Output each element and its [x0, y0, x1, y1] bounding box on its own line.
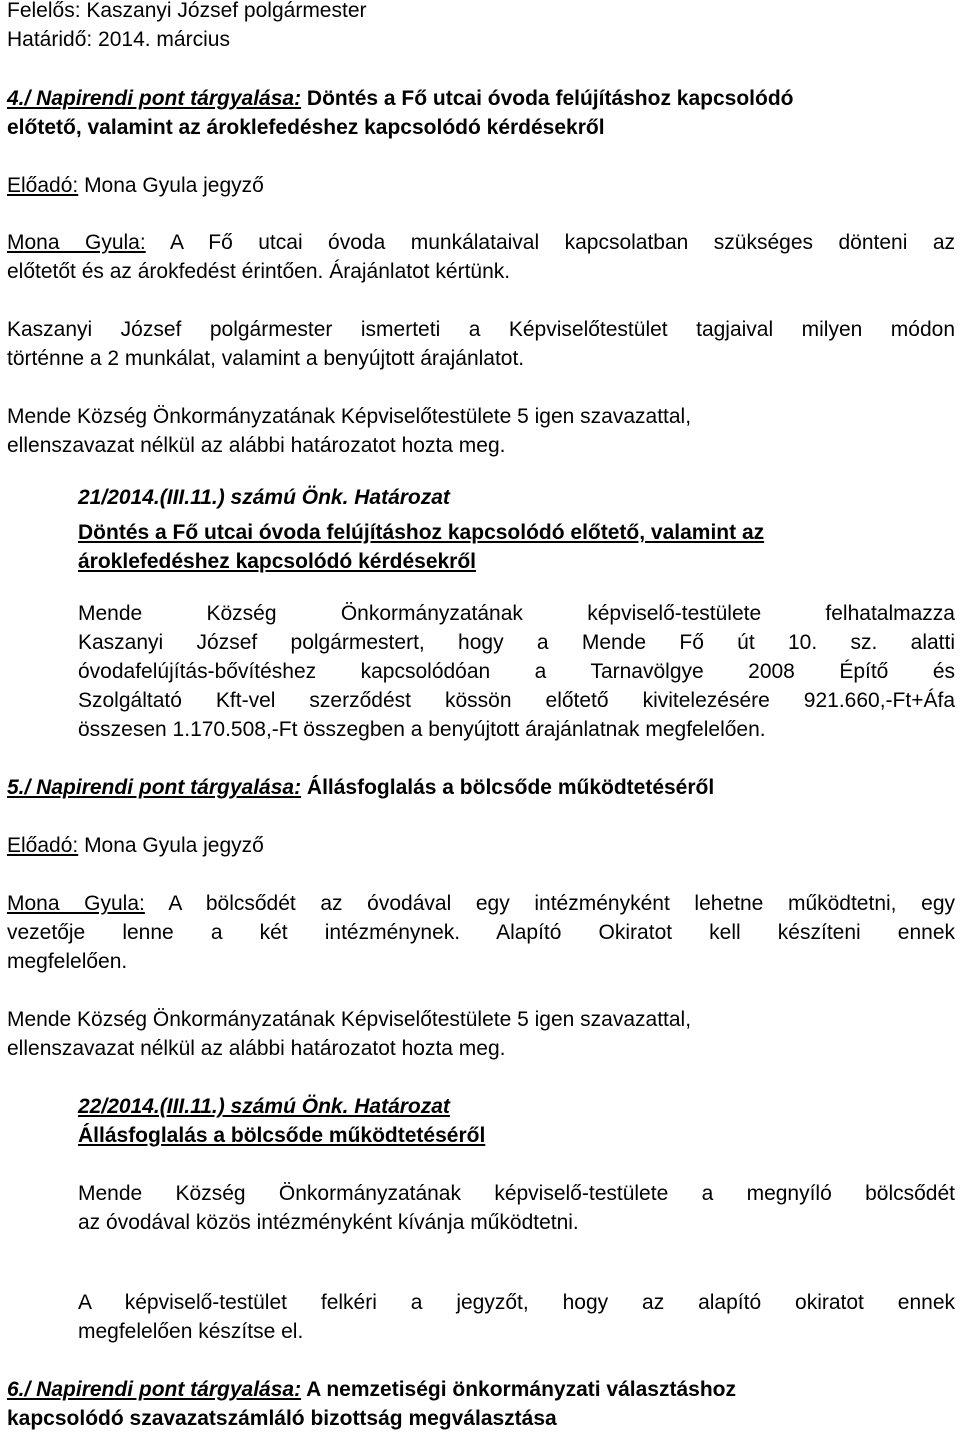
resolution-number: 22/2014.(III.11.) számú Önk. Határozat	[78, 1095, 450, 1118]
resolution-text-line: A képviselő-testület felkéri a jegyzőt, hogy az alapító okiratot ennek	[78, 1291, 955, 1314]
agenda-item-5-heading	[7, 773, 714, 802]
agenda-item-5-number: 5./ Napirendi pont tárgyalása:	[7, 776, 302, 799]
presenter-line	[7, 171, 264, 200]
vote-line: Mende Község Önkormányzatának Képviselőtestülete 5 igen szavazattal,	[7, 405, 692, 428]
presenter-line	[7, 831, 264, 860]
agenda-item-4-title: Döntés a Fő utcai óvoda felújításhoz kapcsolódó	[301, 87, 794, 110]
mayor-paragraph-line: Kaszanyi József polgármester ismerteti a Képviselőtestület tagjaival milyen módon	[7, 318, 955, 341]
resolution-number: 21/2014.(III.11.) számú Önk. Határozat	[78, 486, 450, 509]
resolution-text-line: az óvodával közös intézményként kívánja működtetni.	[78, 1211, 579, 1234]
resolution-title: Állásfoglalás a bölcsőde működtetéséről	[78, 1124, 486, 1147]
agenda-item-4-title-cont: előtető, valamint az ároklefedéshez kapcsolódó kérdésekről	[7, 116, 605, 139]
speech-paragraph-line: vezetője lenne a két intézménynek. Alapító Okiratot kell készíteni ennek	[7, 921, 955, 944]
deadline-line: Határidő: 2014. március	[7, 28, 230, 51]
agenda-item-6-number: 6./ Napirendi pont tárgyalása:	[7, 1378, 302, 1401]
speech-paragraph-line: előtetőt és az árokfedést érintően. Árajánlatot kértünk.	[7, 260, 511, 283]
agenda-item-4-heading	[7, 84, 793, 113]
agenda-item-6-heading	[7, 1375, 736, 1404]
resolution-text-line: Kaszanyi József polgármestert, hogy a Mende Fő út 10. sz. alatti	[78, 631, 955, 654]
responsible-line: Felelős: Kaszanyi József polgármester	[7, 0, 367, 22]
resolution-text-line: Szolgáltató Kft-vel szerződést kössön előtető kivitelezésére 921.660,-Ft+Áfa	[78, 689, 955, 712]
resolution-text-line: megfelelően készítse el.	[78, 1320, 304, 1343]
resolution-text-line: Mende Község Önkormányzatának képviselő-testülete a megnyíló bölcsődét	[78, 1182, 955, 1205]
vote-line: ellenszavazat nélkül az alábbi határozatot hozta meg.	[7, 434, 506, 457]
agenda-item-6-title-cont: kapcsolódó szavazatszámláló bizottság megválasztása	[7, 1407, 557, 1430]
presenter-name: Mona Gyula jegyző	[78, 834, 264, 857]
speech-paragraph-line: Mona Gyula: A Fő utcai óvoda munkálataival kapcsolatban szükséges dönteni az	[7, 231, 955, 254]
resolution-text-line: Mende Község Önkormányzatának képviselő-testülete felhatalmazza	[78, 602, 955, 625]
resolution-text-line: óvodafelújítás-bővítéshez kapcsolódóan a Tarnavölgye 2008 Építő és	[78, 660, 955, 683]
resolution-title-cont: ároklefedéshez kapcsolódó kérdésekről	[78, 550, 477, 573]
agenda-item-4-number: 4./ Napirendi pont tárgyalása:	[7, 87, 302, 110]
vote-line: Mende Község Önkormányzatának Képviselőtestülete 5 igen szavazattal,	[7, 1008, 692, 1031]
speaker-name: Mona Gyula:	[7, 231, 146, 254]
presenter-name: Mona Gyula jegyző	[78, 174, 264, 197]
agenda-item-5-title: Állásfoglalás a bölcsőde működtetéséről	[301, 776, 715, 799]
mayor-paragraph-line: történne a 2 munkálat, valamint a benyújtott árajánlatot.	[7, 347, 525, 370]
resolution-title: Döntés a Fő utcai óvoda felújításhoz kapcsolódó előtető, valamint az	[78, 521, 765, 544]
presenter-label: Előadó:	[7, 174, 79, 197]
speech-paragraph-line: megfelelően.	[7, 950, 128, 973]
vote-line: ellenszavazat nélkül az alábbi határozatot hozta meg.	[7, 1037, 506, 1060]
resolution-text-line: összesen 1.170.508,-Ft összegben a benyújtott árajánlatnak megfelelően.	[78, 718, 766, 741]
presenter-label: Előadó:	[7, 834, 79, 857]
agenda-item-6-title: A nemzetiségi önkormányzati választáshoz	[301, 1378, 736, 1401]
speech-paragraph-line: Mona Gyula: A bölcsődét az óvodával egy intézményként lehetne működtetni, egy	[7, 892, 955, 915]
speaker-name: Mona Gyula:	[7, 892, 145, 915]
